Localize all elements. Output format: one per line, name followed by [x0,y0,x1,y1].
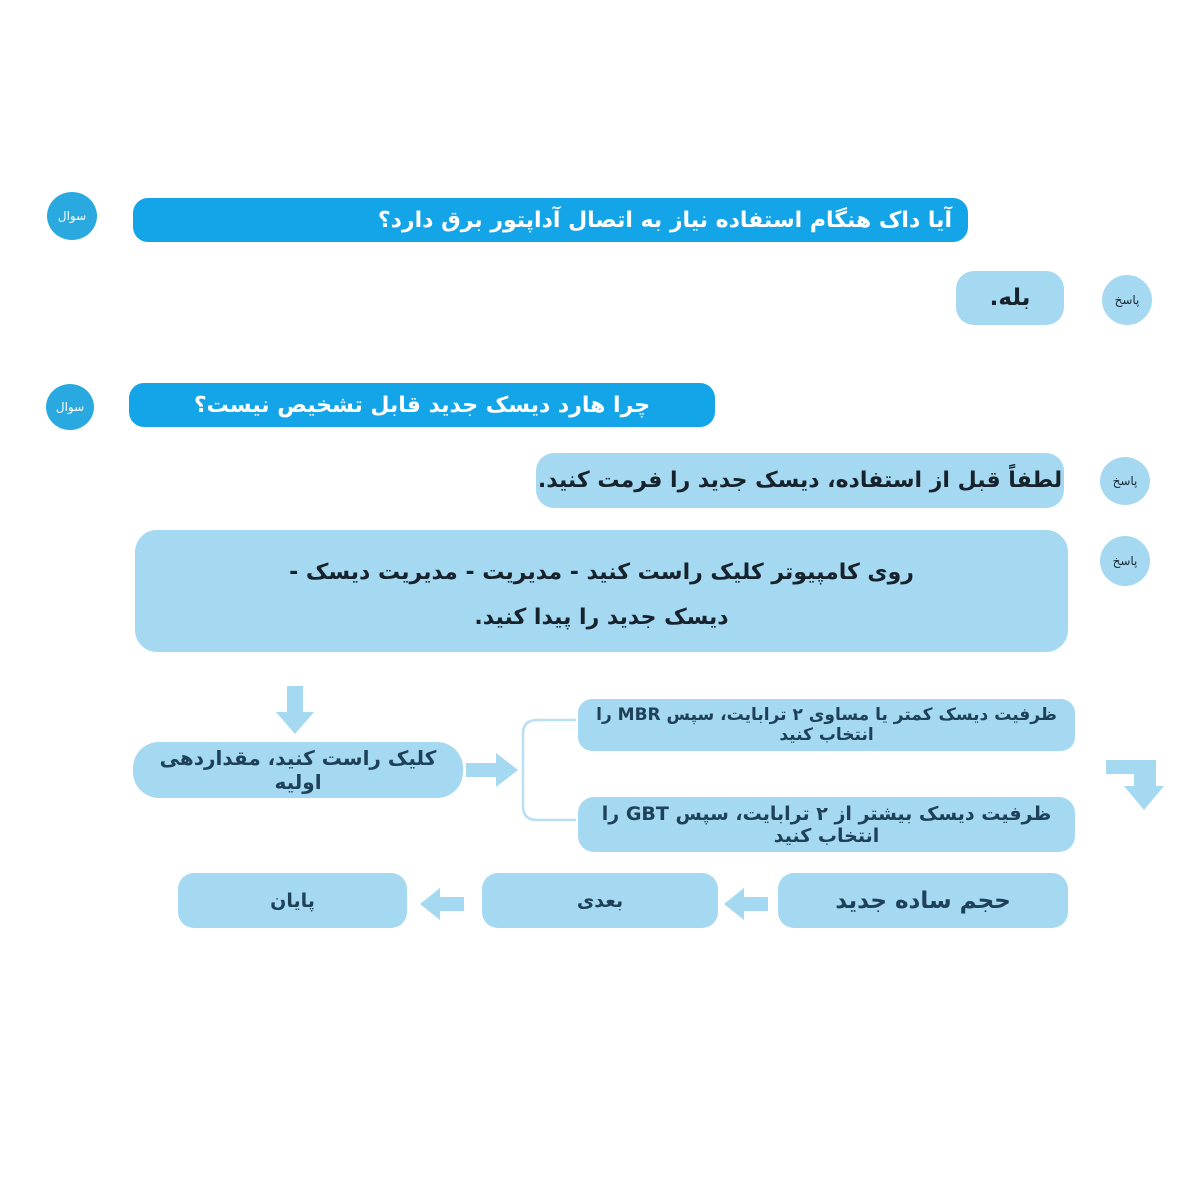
down-arrow-icon [272,686,318,734]
question-bubble-disk-not-detected [129,383,715,427]
flow-node-label: پایان [270,889,315,912]
flow-node-label: حجم ساده جدید [835,887,1011,914]
answer-badge [1100,536,1150,586]
flow-node-label: ظرفیت دیسک کمتر یا مساوی ۲ ترابایت، سپس MBR را انتخاب کنید [596,705,1057,745]
answer-badge-label: پاسخ [1114,293,1140,307]
answer-text: لطفاً قبل از استفاده، دیسک جدید را فرمت کنید. [537,468,1063,493]
flow-node-label: ظرفیت دیسک بیشتر از ۲ ترابایت، سپس GBT را انتخاب کنید [601,802,1052,847]
question-badge-label: سوال [57,209,87,223]
flow-node-end [178,873,407,928]
question-badge [46,384,94,430]
answer-text-line1: روی کامپیوتر کلیک راست کنید - مدیریت - مدیریت دیسک - [289,560,914,585]
flow-node-label: کلیک راست کنید، مقداردهی اولیه [159,746,437,794]
answer-badge [1102,275,1152,325]
question-badge [47,192,97,240]
answer-text-line2: دیسک جدید را پیدا کنید. [474,605,729,630]
answer-badge-label: پاسخ [1112,474,1138,488]
answer-badge [1100,457,1150,505]
question-badge-label: سوال [55,400,85,414]
left-arrow-icon [724,888,768,920]
flow-node-initialize-disk [133,742,463,798]
answer-badge-label: پاسخ [1112,554,1138,568]
flow-node-label: بعدی [576,889,624,912]
answer-text: بله. [989,285,1031,311]
flow-node-new-simple-volume [778,873,1068,928]
question-text: آیا داک هنگام استفاده نیاز به اتصال آداپتور برق دارد؟ [377,207,952,233]
question-text: چرا هارد دیسک جدید قابل تشخیص نیست؟ [193,392,651,418]
flow-node-option-mbr [578,699,1075,751]
elbow-right-down-arrow-icon [1100,753,1164,813]
left-arrow-icon [420,888,464,920]
flow-node-option-gbt [578,797,1075,852]
flow-node-next [482,873,718,928]
right-arrow-icon [466,752,518,788]
question-bubble-dock-power [133,198,968,242]
answer-bubble-yes [956,271,1064,325]
answer-bubble-format-disk [536,453,1064,508]
split-bracket [518,712,578,828]
answer-bubble-disk-management-steps [135,530,1068,652]
